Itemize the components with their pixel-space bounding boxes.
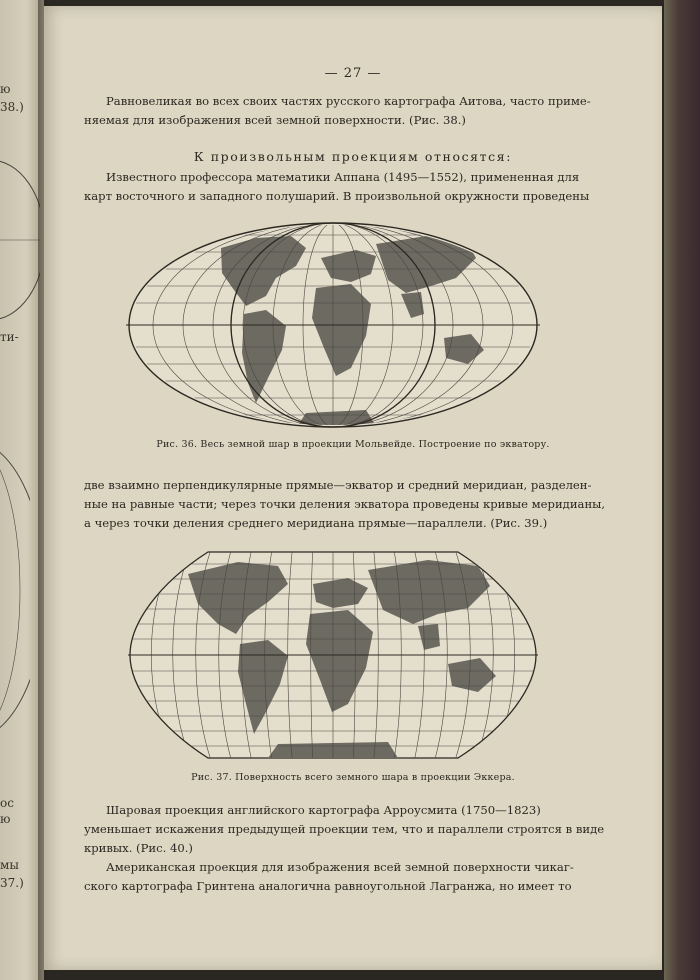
page-number: — 27 — — [324, 66, 382, 81]
paragraph-line: няемая для изображения всей земной поверхности. (Рис. 38.) — [84, 113, 466, 127]
paragraph-line: ского картографа Гринтена аналогична равноугольной Лагранжа, но имеет то — [84, 879, 572, 893]
facing-page-globe-top — [0, 150, 40, 330]
figure-37-caption: Рис. 37. Поверхность всего земного шара в проекции Эккера. — [191, 772, 515, 783]
facing-page-globe-bottom — [0, 430, 30, 750]
paragraph-line: ные на равные части; через точки деления экватора проведены кривые меридианы, — [84, 497, 606, 511]
paragraph-line: две взаимно перпендикулярные прямые—экватор и средний меридиан, разделен- — [84, 478, 592, 492]
paragraph-line: Известного профессора математики Аппана (1495—1552), примененная для — [106, 170, 580, 184]
facing-page-fragment: ти- — [0, 330, 19, 344]
facing-page-fragment: ю — [0, 812, 11, 826]
facing-page-fragment: ос — [0, 796, 14, 810]
paragraph-line: уменьшает искажения предыдущей проекции тем, что и параллели строятся в виде — [84, 822, 605, 836]
paragraph-line: Шаровая проекция английского картографа Арроусмита (1750—1823) — [106, 803, 541, 817]
facing-page-fragment: мы — [0, 858, 19, 872]
figure-37-eckert-map — [128, 544, 538, 766]
book-cover-edge — [664, 0, 700, 980]
section-heading: К произвольным проекциям относятся: — [193, 149, 513, 164]
paragraph-line: карт восточного и западного полушарий. В произвольной окружности проведены — [84, 189, 590, 203]
facing-page-fragment: ю — [0, 82, 11, 96]
paragraph-line: кривых. (Рис. 40.) — [84, 841, 193, 855]
book-page — [44, 6, 662, 970]
facing-page-fragment: 38.) — [0, 100, 24, 114]
paragraph-line: Американская проекция для изображения всей земной поверхности чикаг- — [106, 860, 574, 874]
figure-36-caption: Рис. 36. Весь земной шар в проекции Мольвейде. Построение по экватору. — [156, 439, 550, 450]
figure-36-mollweide-map — [126, 218, 540, 432]
paragraph-line: Равновеликая во всех своих частях русского картографа Аитова, часто приме- — [106, 94, 591, 108]
paragraph-line: а через точки деления среднего меридиана прямые—параллели. (Рис. 39.) — [84, 516, 548, 530]
facing-page-fragment: 37.) — [0, 876, 24, 890]
